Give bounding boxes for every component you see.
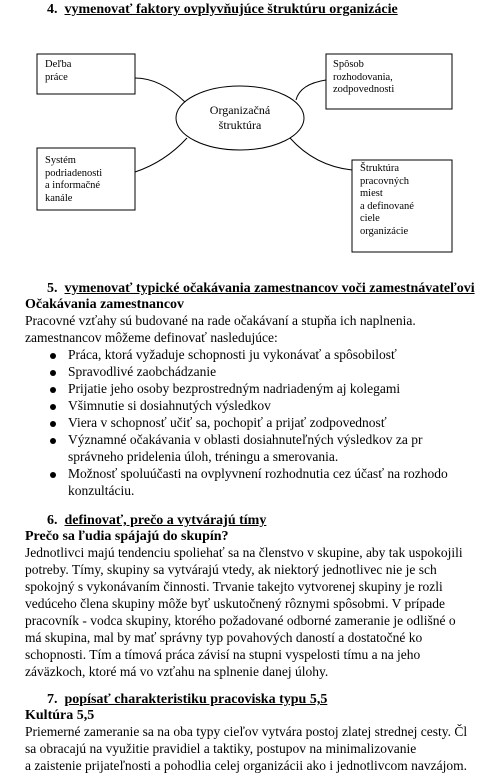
section-title: popísať charakteristiku pracoviska typu 5,5 [64, 692, 328, 707]
paragraph-line: vedúceho člena skupiny môže byť uskutočnený rôznymi spôsobmi. V prípade [25, 596, 445, 611]
box-decision-making [333, 59, 448, 97]
center-line: Organizačná [209, 103, 271, 117]
list-item: Možnosť spoluúčasti na ovplyvnení rozhodnutia cez účasť na rozhodo [68, 466, 448, 481]
box-line: miest [360, 188, 383, 199]
section-number: 5. [47, 281, 58, 296]
bullet-dot [50, 438, 56, 444]
box-line: práce [45, 71, 68, 83]
section-5-intro-line: Pracovné vzťahy sú budované na rade očakávaní a stupňa ich naplnenia. [25, 313, 416, 328]
bullet-dot [50, 353, 56, 359]
section-number: 7. [47, 692, 58, 707]
list-item-continuation: správneho pridelenia úloh, tréningu a smerovania. [68, 449, 339, 464]
section-number: 4. [47, 2, 58, 17]
box-subordination-system [45, 155, 133, 205]
box-line: kanále [45, 192, 73, 204]
section-6-subtitle: Prečo sa ľudia spájajú do skupín? [25, 529, 229, 544]
paragraph-line: spokojný s vykonávaním činnosti. Trvanie takejto vytvorenej skupiny je rozli [25, 579, 443, 594]
box-line: Systém [45, 155, 76, 166]
paragraph-line: má skupina, mal by mať správny typ povahových daností a dostatočné ko [25, 630, 423, 645]
box-line: organizácie [360, 225, 409, 237]
box-line: pracovných [360, 175, 409, 187]
box-division-of-labour [45, 59, 130, 84]
bullet-dot [50, 387, 56, 393]
center-line: štruktúra [218, 118, 262, 132]
section-title: vymenovať faktory ovplyvňujúce štruktúru organizácie [64, 2, 398, 17]
box-line: podriadenosti [45, 167, 103, 179]
list-item: Prijatie jeho osoby bezprostredným nadriadeným aj kolegami [68, 381, 401, 396]
section-title: definovať, prečo a vytvárajú tímy [64, 513, 267, 528]
bullet-dot [50, 472, 56, 478]
section-number: 6. [47, 513, 58, 528]
paragraph-line: Priemerné zameranie sa na oba typy cieľov vytvára postoj zlatej strednej cesty. Čl [25, 724, 468, 739]
section-7-heading [47, 692, 327, 708]
paragraph-line: potreby. Tímy, skupiny sa vytvárajú vtedy, ak niektorý jednotlivec nie je sch [25, 562, 437, 577]
section-5-intro-line: zamestnancov môžeme definovať nasledujúce: [25, 330, 278, 345]
paragraph-line: schopnosti. Tím a tímová práca závisí na stupni vyspelosti tímu a na jeho [25, 647, 421, 662]
list-item: Práca, ktorá vyžaduje schopnosti ju vykonávať a spôsobilosť [68, 347, 397, 362]
bullet-dot [50, 370, 56, 376]
box-job-structure [360, 163, 450, 238]
list-item: Spravodlivé zaobchádzanie [68, 364, 217, 379]
section-6-heading [47, 513, 266, 529]
box-line: Spôsob [333, 59, 364, 70]
paragraph-line: sa obracajú na využitie pravidiel a taktiky, postupov na minimalizovanie [25, 741, 417, 756]
box-line: zodpovednosti [333, 84, 395, 95]
section-title: vymenovať typické očakávania zamestnancov voči zamestnávateľovi [64, 281, 475, 296]
list-item: Všimnutie si dosiahnutých výsledkov [68, 398, 271, 413]
box-line: ciele [360, 213, 380, 224]
list-item: Viera v schopnosť učiť sa, pochopiť a prijať zodpovednosť [68, 415, 387, 430]
center-label [195, 103, 285, 133]
box-line: rozhodovania, [333, 71, 393, 83]
list-item: Významné očakávania v oblasti dosiahnuteľných výsledkov za pr [68, 432, 423, 447]
box-line: a informačné [45, 180, 101, 191]
box-line: Štruktúra [360, 163, 400, 174]
box-line: Deľba [45, 59, 72, 70]
section-5-heading [47, 281, 475, 297]
paragraph-line: pracovník - vodca skupiny, ktorého požadované odborné zameranie je odlišné o [25, 613, 456, 628]
paragraph-line: Jednotlivci majú tendenciu spoliehať sa na členstvo v skupine, aby tak uspokojili [25, 545, 463, 560]
bullet-dot [50, 404, 56, 410]
section-5-subtitle: Očakávania zamestnancov [25, 297, 185, 312]
box-line: a definované [360, 200, 414, 212]
bullet-dot [50, 421, 56, 427]
section-7-subtitle: Kultúra 5,5 [25, 708, 95, 723]
list-item-continuation: konzultáciu. [68, 483, 135, 498]
paragraph-line: a zaistenie prijateľnosti a pohodlia celej organizácii ako i jednotlivcom navzájom. [25, 758, 467, 773]
paragraph-line: záväzkoch, ktoré má vo vzťahu na splnenie danej úlohy. [25, 664, 329, 679]
